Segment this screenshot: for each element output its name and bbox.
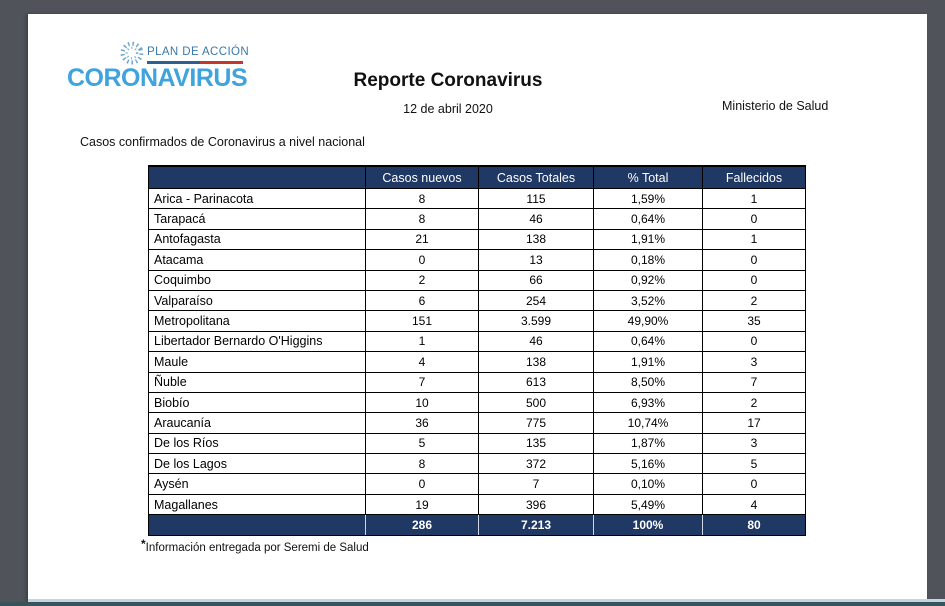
region-cell: Magallanes — [149, 494, 366, 514]
table-row — [149, 474, 806, 494]
table-row — [149, 494, 806, 514]
table-row — [149, 352, 806, 372]
casos-nuevos-cell: 19 — [366, 494, 479, 514]
region-cell: Valparaíso — [149, 290, 366, 310]
casos-totales-cell: 500 — [479, 392, 594, 412]
casos-nuevos-cell: 10 — [366, 392, 479, 412]
casos-totales-cell: 115 — [479, 189, 594, 209]
fallecidos-cell: 0 — [703, 331, 806, 351]
pct-total-cell: 5,16% — [594, 454, 703, 474]
casos-nuevos-cell: 1 — [366, 331, 479, 351]
table-row — [149, 392, 806, 412]
table-row — [149, 189, 806, 209]
fallecidos-cell: 0 — [703, 474, 806, 494]
table-row — [149, 270, 806, 290]
pct-total-cell: 5,49% — [594, 494, 703, 514]
coronavirus-wordmark: CORONAVIRUS — [67, 64, 248, 92]
header-casos-totales: Casos Totales — [479, 166, 594, 189]
casos-nuevos-cell: 8 — [366, 209, 479, 229]
table-total-row — [149, 515, 806, 536]
casos-nuevos-cell: 2 — [366, 270, 479, 290]
table-row — [149, 250, 806, 270]
footnote-asterisk: * — [141, 537, 146, 551]
table-row — [149, 290, 806, 310]
fallecidos-cell: 5 — [703, 454, 806, 474]
casos-totales-cell: 13 — [479, 250, 594, 270]
pct-total-cell: 0,64% — [594, 331, 703, 351]
table-header — [149, 166, 806, 189]
region-cell: Metropolitana — [149, 311, 366, 331]
casos-nuevos-cell: 0 — [366, 474, 479, 494]
casos-totales-cell: 372 — [479, 454, 594, 474]
pct-total-cell: 10,74% — [594, 413, 703, 433]
fallecidos-cell: 0 — [703, 250, 806, 270]
header-region — [149, 166, 366, 189]
total-pct: 100% — [594, 515, 703, 536]
region-cell: Libertador Bernardo O'Higgins — [149, 331, 366, 351]
fallecidos-cell: 0 — [703, 270, 806, 290]
casos-nuevos-cell: 4 — [366, 352, 479, 372]
plan-de-accion-label: PLAN DE ACCIÓN — [147, 46, 250, 58]
cases-table-wrapper — [148, 165, 806, 536]
pct-total-cell: 1,91% — [594, 229, 703, 249]
region-cell: Atacama — [149, 250, 366, 270]
region-cell: Arica - Parinacota — [149, 189, 366, 209]
casos-nuevos-cell: 5 — [366, 433, 479, 453]
title-block — [283, 70, 613, 116]
table-row — [149, 311, 806, 331]
casos-nuevos-cell: 36 — [366, 413, 479, 433]
total-row — [149, 515, 806, 536]
fallecidos-cell: 2 — [703, 392, 806, 412]
fallecidos-cell: 17 — [703, 413, 806, 433]
casos-nuevos-cell: 151 — [366, 311, 479, 331]
section-heading: Casos confirmados de Coronavirus a nivel nacional — [80, 135, 365, 149]
casos-nuevos-cell: 21 — [366, 229, 479, 249]
casos-totales-cell: 7 — [479, 474, 594, 494]
total-region-cell — [149, 515, 366, 536]
region-cell: Maule — [149, 352, 366, 372]
table-row — [149, 454, 806, 474]
casos-totales-cell: 138 — [479, 229, 594, 249]
table-row — [149, 209, 806, 229]
pct-total-cell: 3,52% — [594, 290, 703, 310]
total-fallecidos: 80 — [703, 515, 806, 536]
ministry-label: Ministerio de Salud — [722, 99, 829, 113]
total-casos-nuevos: 286 — [366, 515, 479, 536]
casos-totales-cell: 3.599 — [479, 311, 594, 331]
region-cell: Araucanía — [149, 413, 366, 433]
casos-totales-cell: 396 — [479, 494, 594, 514]
fallecidos-cell: 1 — [703, 189, 806, 209]
casos-nuevos-cell: 0 — [366, 250, 479, 270]
casos-totales-cell: 775 — [479, 413, 594, 433]
pct-total-cell: 49,90% — [594, 311, 703, 331]
pct-total-cell: 6,93% — [594, 392, 703, 412]
casos-totales-cell: 135 — [479, 433, 594, 453]
casos-totales-cell: 46 — [479, 331, 594, 351]
header-pct-total: % Total — [594, 166, 703, 189]
report-title: Reporte Coronavirus — [353, 70, 543, 91]
table-row — [149, 372, 806, 392]
fallecidos-cell: 1 — [703, 229, 806, 249]
header-casos-nuevos: Casos nuevos — [366, 166, 479, 189]
table-row — [149, 433, 806, 453]
casos-nuevos-cell: 7 — [366, 372, 479, 392]
casos-nuevos-cell: 6 — [366, 290, 479, 310]
bottom-teal-line — [0, 602, 945, 606]
fallecidos-cell: 4 — [703, 494, 806, 514]
casos-nuevos-cell: 8 — [366, 189, 479, 209]
region-cell: Biobío — [149, 392, 366, 412]
region-cell: Coquimbo — [149, 270, 366, 290]
fallecidos-cell: 35 — [703, 311, 806, 331]
footnote-text: Información entregada por Seremi de Salud — [145, 542, 369, 554]
region-cell: Antofagasta — [149, 229, 366, 249]
pct-total-cell: 0,10% — [594, 474, 703, 494]
region-cell: Ñuble — [149, 372, 366, 392]
table-row — [149, 331, 806, 351]
casos-totales-cell: 613 — [479, 372, 594, 392]
region-cell: De los Ríos — [149, 433, 366, 453]
pct-total-cell: 1,91% — [594, 352, 703, 372]
pct-total-cell: 0,64% — [594, 209, 703, 229]
table-body — [149, 189, 806, 515]
fallecidos-cell: 2 — [703, 290, 806, 310]
report-date: 12 de abril 2020 — [403, 102, 493, 116]
table-row — [149, 229, 806, 249]
region-cell: De los Lagos — [149, 454, 366, 474]
casos-totales-cell: 254 — [479, 290, 594, 310]
pct-total-cell: 8,50% — [594, 372, 703, 392]
fallecidos-cell: 3 — [703, 433, 806, 453]
total-casos-totales: 7.213 — [479, 515, 594, 536]
header-fallecidos: Fallecidos — [703, 166, 806, 189]
pct-total-cell: 0,18% — [594, 250, 703, 270]
footnote — [141, 537, 369, 554]
fallecidos-cell: 3 — [703, 352, 806, 372]
document-page — [28, 14, 927, 602]
casos-totales-cell: 66 — [479, 270, 594, 290]
casos-totales-cell: 46 — [479, 209, 594, 229]
casos-nuevos-cell: 8 — [366, 454, 479, 474]
region-cell: Aysén — [149, 474, 366, 494]
pct-total-cell: 1,87% — [594, 433, 703, 453]
coronavirus-logo — [66, 38, 286, 104]
casos-totales-cell: 138 — [479, 352, 594, 372]
fallecidos-cell: 7 — [703, 372, 806, 392]
fallecidos-cell: 0 — [703, 209, 806, 229]
pct-total-cell: 0,92% — [594, 270, 703, 290]
region-cell: Tarapacá — [149, 209, 366, 229]
cases-table — [148, 165, 806, 536]
table-row — [149, 413, 806, 433]
header-row — [149, 166, 806, 189]
pct-total-cell: 1,59% — [594, 189, 703, 209]
